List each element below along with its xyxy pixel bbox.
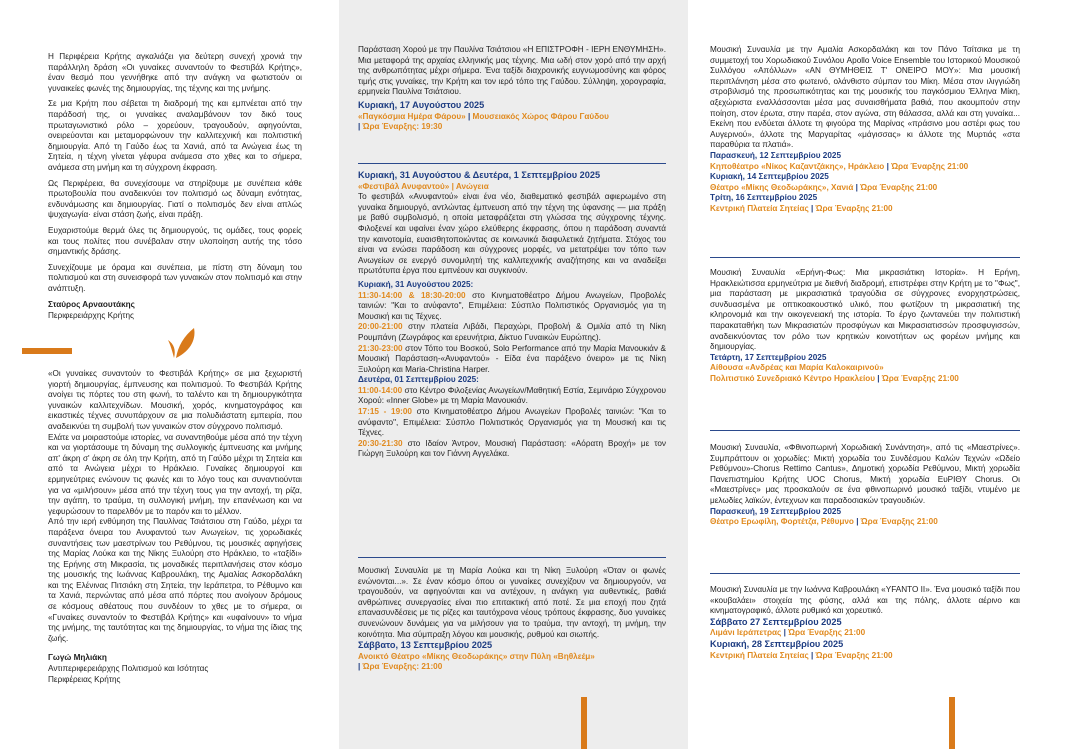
- event-louka-xylouri: [358, 566, 666, 673]
- divider: [358, 557, 666, 558]
- divider: [710, 573, 1020, 574]
- event-date: Παρασκευή, 19 Σεπτεμβρίου 2025: [710, 506, 842, 516]
- event-venue: Κεντρική Πλατεία Σητείας | Ώρα Έναρξης 21:00: [710, 203, 893, 213]
- schedule-item: 21:30-23:00 στον Τόπο του Βοσκού, Solo Performance από την Μαρία Μανουκιάν & Μουσική Παράσταση-«Ανυφαντού» - Είδα ένα παράξενο όνειρο» με τις Νίκη Ξυλούρη και Maria-Christina Harper.: [358, 343, 666, 374]
- signature-title: Αντιπεριφερειάρχης Πολιτισμού και Ισότητας: [48, 664, 209, 674]
- intro-paragraph: Ως Περιφέρεια, θα συνεχίσουμε να στηρίζουμε με συνέπεια κάθε πρωτοβουλία που αναδεικνύει τον πολιτισμό ως δύναμη ενότητας, ενδυνάμωσης και δημιουργίας. Γιατί ο πολιτισμός δεν είναι απλώς ψυχαγωγία· είναι στάση ζωής, είναι πράξη.: [48, 178, 302, 220]
- event-venue: «Παγκόσμια Ημέρα Φάρου» | Μουσειακός Χώρος Φάρου Γαύδου: [358, 111, 609, 121]
- event-date: Τρίτη, 16 Σεπτεμβρίου 2025: [710, 193, 818, 203]
- orange-accent-bar: [949, 697, 955, 749]
- event-description: Μουσική Συναυλία, «Φθινοπωρινή Χορωδιακή Συνάντηση», από τις «Μαεστρίνες». Συμπράττουν οι χορωδίες: Μικτή χορωδία του Συνδέσμου Καλών Τεχνών «Ωδείο Ρεθύμνου»-Chorus Rettimo Cantus», Δημοτική χορωδία Ρεθύμνου, Μικτή χορωδία Πανεπιστημίου Κρήτης UOC Chorus, Μικτή χορωδία ΕυΡΙΘΥ Chorus. Οι «Μαεστρίνες» μας προσκαλούν σε ένα φθινοπωρινό μουσικό ταξίδι, ντυμένο με μελωδίες λαϊκών, έντεχνων και παραδοσιακών τραγουδιών.: [710, 443, 1020, 505]
- event-venue: Θέατρο Ερωφίλη, Φορτέτζα, Ρέθυμνο | Ώρα Έναρξης 21:00: [710, 517, 938, 527]
- event-description: Παράσταση Χορού με την Παυλίνα Τσιάτσιου «Η ΕΠΙΣΤΡΟΦΗ - ΙΕΡΗ ΕΝΘΥΜΗΣΗ». Μια μεταφορά της αρχαίας ελληνικής μας τέχνης. Μια ωδή στον χορό από την αρχή της ανθρωπότητας μέχρι σήμερα. Ένα ταξίδι διαχρονικής ευγνωμοσύνης και φόρος τιμής στις γυναίκες, την Κρήτη και τον ιερό τόπο της Γαύδου. Σύλληψη, χορογραφία, ερμηνεία Παυλίνα Τσιάτσιου.: [358, 45, 666, 97]
- intro-message: [48, 52, 302, 322]
- signature-org: Περιφέρειας Κρήτης: [48, 674, 121, 684]
- event-date: Κυριακή, 14 Σεπτεμβρίου 2025: [710, 172, 829, 182]
- event-date: Παρασκευή, 12 Σεπτεμβρίου 2025: [710, 150, 842, 160]
- signature-name: Γωγώ Μηλιάκη: [48, 653, 107, 663]
- schedule-item: 17:15 - 19:00 στο Κινηματοθέατρο Δήμου Ανωγείων Προβολές ταινιών: "Και το ανύφαντο", Επιμέλεια: Σύσπλο Πολιτιστικός Οργανισμός για τη Μουσική και τις Τέχνες.: [358, 407, 666, 438]
- event-date: Κυριακή, 28 Σεπτεμβρίου 2025: [710, 638, 844, 649]
- body-paragraph: Από την ιερή ενθύμηση της Παυλίνας Τσιάτσιου στη Γαύδο, μέχρι τα παράξενα όνειρα του Ανυφαντού των Ανωγείων, τις χορωδιακές συναντήσεις των μαεστρίνων του Ρεθύμνου, τις μουσικές αφηγήσεις της Μαρίας Λούκα και της Νίκης Ξυλούρη στο Ηράκλειο, το «ταξίδι» της Ερήνης στη Μικρασία, τις μοναδικές περιπλανήσεις στον κόσμο της μουσικής της Ιωάννας Καβρουλάκη, της Αμαλίας Ασκορδαλάκη και της Ελένινας Πιτσιάκη στη Σητεία, την Ιεράπετρα, το Ρέθυμνο και τα Χανιά, περνώντας από μέσα από πόρτες που ανοίγουν δρόμους σε κόσμους αθέατους που συνδέουν το χθες με το σήμερα, οι «Γυναίκες συναντούν το Φεστιβάλ Κρήτης» και «υφαίνουν» το νήμα της μνήμης, της ταυτότητας και της δημιουργίας, το νήμα της ίδιας της ζωής.: [48, 517, 302, 643]
- event-askordalaki: [710, 45, 1020, 215]
- body-paragraph: «Οι γυναίκες συναντούν το Φεστιβάλ Κρήτης» σε μια ξεχωριστή γιορτή δημιουργίας, έμπνευσης και πολιτισμού. Το Φεστιβάλ Κρήτης ανοίγει τις πόρτες του στη φωνή, το ταλέντο και τη δημιουργικότητα γυναικών καλλιτεχνίδων. Μουσική, χορός, κινηματογράφος και εικαστικές τέχνες συνυπάρχουν σε μια πολυδιάστατη εμπειρία, που αναδεικνύει τη συμβολή των γυναικών στον σύγχρονο πολιτισμό.: [48, 369, 302, 431]
- event-maestrines: [710, 443, 1020, 528]
- orange-accent-bar: [581, 697, 587, 749]
- event-erini: [710, 268, 1020, 385]
- schedule-day: Δευτέρα, 01 Σεπτεμβρίου 2025:: [358, 375, 479, 385]
- orange-accent-bar: [22, 348, 72, 354]
- event-venue: Αίθουσα «Ανδρέας και Μαρία Καλοκαιρινού»: [710, 363, 884, 373]
- divider: [710, 430, 1020, 431]
- schedule-item: 11:00-14:00 στο Κέντρο Φιλοξενίας Ανωγείων/Μαθητική Εστία, Σεμινάριο Σύγχρονου Χορού: «Inner Globe» με τη Μαρία Μανουκιάν.: [358, 385, 666, 406]
- event-description: Το φεστιβάλ «Ανυφαντού» είναι ένα νέο, διαθεματικό φεστιβάλ αφιερωμένο στη γυναίκα δημιουργό, αντλώντας έμπνευση από την τέχνη της ύφανσης — μια πράξη με βαθύ συμβολισμό, η οποία μεταφράζεται στη γλώσσα της σύγχρονης τέχνης. Φιλοξενεί και υφαίνει έναν χώρο ελεύθερης έκφρασης, όπου η παράδοση συναντά την καινοτομία, ευαισθητοποιώντας σε κοινωνικά διαφυλετικά ζητήματα. Στόχος του είναι να ενώσει παράδοση και σύγχρονες μορφές, να μετατρέψει τον τόπο των Ανωγείων σε ενεργό συνομιλητή της καλλιτεχνικής αναζήτησης και να αναδείξει πρωτότυπα έργα που εμπνέουν και συγκινούν.: [358, 192, 666, 276]
- intro-paragraph: Συνεχίζουμε με όραμα και συνέπεια, με πίστη στη δύναμη του πολιτισμού και στη συνεισφορά των γυναικών στον πολιτισμό και στην ανάπτυξη.: [48, 262, 302, 293]
- event-description: Μουσική Συναυλία με τη Μαρία Λούκα και τη Νίκη Ξυλούρη «Όταν οι φωνές ενώνονται...». Σε έναν κόσμο όπου οι γυναίκες συνεχίζουν να δημιουργούν, να τραγουδούν, να αφηγούνται και να αντέχουν, η ανάγκη για αυθεντικές, βαθιά ανθρώπινες συνεργασίες είναι πιο επιτακτική από ποτέ. Σε μια εποχή που ζητά επανασυνδέσεις με τις ρίζες και ταυτόχρονα νέους τρόπους έκφρασης, δυο γυναίκες συνενώνουν δυνάμεις για να μιλήσουν για το τραύμα, την αντοχή, τη μνήμη, την κοινότητα. Μια σύμπραξη λόγου και μουσικής, ρυθμού και σιωπής.: [358, 566, 666, 639]
- event-venue: Κηποθέατρο «Νίκος Καζαντζάκης», Ηράκλειο | Ώρα Έναρξης 21:00: [710, 161, 969, 171]
- divider: [358, 163, 666, 164]
- schedule-item: 20:00-21:00 στην πλατεία Λιβάδι, Περαχώρι, Προβολή & Ομιλία από τη Νίκη Ρουμπάνη (Ζωγράφος και ερευνήτρια, Δίκτυο Γυναικών Ευρώπης).: [358, 322, 666, 342]
- festival-message: [48, 369, 302, 685]
- schedule-item: 11:30-14:00 & 18:30-20:00 στο Κινηματοθέατρο Δήμου Ανωγείων, Προβολές ταινιών: "Και το ανύφαντο", Επιμέλεια: Σύσπλο Πολιτιστικός Οργανισμός για τη Μουσική και τις Τέχνες.: [358, 290, 666, 321]
- event-description: Μουσική Συναυλία με την Ιωάννα Καβρουλάκη «YFANTO II». Ένα μουσικό ταξίδι που «κουβαλάει» στοιχεία της φύσης, αλλά και της πόλης, άλλοτε αέρινο και κινηματογραφικό, άλλοτε ρυθμικό και χορευτικό.: [710, 585, 1020, 616]
- event-date: Κυριακή, 17 Αυγούστου 2025: [358, 99, 485, 110]
- event-venue: Κεντρική Πλατεία Σητείας | Ώρα Έναρξης 21:00: [710, 650, 893, 660]
- intro-paragraph: Η Περιφέρεια Κρήτης αγκαλιάζει για δεύτερη συνεχή χρονιά την παράλληλη δράση «Οι γυναίκες συναντούν το Φεστιβάλ Κρήτης», έναν θεσμό που γεννήθηκε από την ανάγκη να φωτιστούν οι γυναικείες φωνές της δημιουργίας, της τέχνης και της μνήμης.: [48, 52, 302, 93]
- event-description: Μουσική Συναυλία «Ερήνη-Φως: Μια μικρασιάτικη Ιστορία». Η Ερήνη, Ηρακλειώτισσα ερμηνεύτρια με διεθνή διαδρομή, επιστρέφει στην Κρήτη με το "Φως", μια παράσταση με μικρασιατικά τραγούδια σε σύγχρονες ενορχηστρώσεις, συνδυασμένα με οπτικοακουστικό υλικό, που φωτίζουν τη μικρασιατική της κληρονομιά και την οικογενειακή της ιστορία. Το έργο ζωντανεύει την πολιτιστική παρακαταθήκη των Μικρασιατών προσφύγων και Μικρασιατισσών προσφυγισσών, αναδεικνύοντας τον ρόλο των κρητικών κοινοτήτων ως φορέων μνήμης και δημιουργίας.: [710, 268, 1020, 352]
- event-date: Κυριακή, 31 Αυγούστου & Δευτέρα, 1 Σεπτεμβρίου 2025: [358, 170, 601, 180]
- schedule-day: Κυριακή, 31 Αυγούστου 2025:: [358, 279, 474, 289]
- schedule-item: 20:30-21:30 στο Ιδαίον Άντρον, Μουσική Παράσταση: «Αόρατη Βροχή» με τον Γιώργη Ξυλούρη και τον Γιάννη Αγγελάκα.: [358, 438, 666, 459]
- event-venue: «Φεστιβάλ Ανυφαντού» | Ανώγεια: [358, 181, 489, 191]
- event-venue: Ανοικτό Θέατρο «Μίκης Θεοδωράκης» στην Πύλη «Βηθλεέμ»: [358, 651, 595, 661]
- event-gavdos: [358, 45, 666, 133]
- event-kavroulaki: [710, 585, 1020, 661]
- event-description: Μουσική Συναυλία με την Αμαλία Ασκορδαλάκη και τον Πάνο Τσίτσικα με τη συμμετοχή του Χορωδιακού Συνόλου Apollo Voice Ensemble του Ιστορικού Μουσικού Συλλόγου «Απόλλων» «ΑΝ ΘΥΜΗΘΕΙΣ Τ' ΟΝΕΙΡΟ ΜΟΥ»: Μια μουσική περιπλάνηση μέσα στο φωτεινό, ολάνθιστο σύμπαν του Μίκη. Μέσα στον ιλιγγιώδη στροβιλισμό της προσωπικότητας και της μουσικής του παγκόσμιου Έλληνα Μίκη, αξεχώριστα εναλλάσσονται μέσα μας συναισθήματα βαθιά, που ακουμπούν στην ποίηση, στον έρωτα, στην παρέα, στον αγώνα, στη θάλασσα, αλλά και στη γυναίκα... Εκείνη που ενδύεται άλλοτε τη φιγούρα της Μαρίνας «πράσινο μου αστέρι φως του Αυγερινού», άλλοτε της Μαργαρίτας «μάγισσας» κι άλλοτε της Μυρτιάς «στα παραθύρια τα πλατιά».: [710, 45, 1020, 150]
- signature-title: Περιφερειάρχης Κρήτης: [48, 311, 134, 321]
- event-anyfantou: [358, 170, 666, 460]
- intro-paragraph: Σε μια Κρήτη που σέβεται τη διαδρομή της και εμπνέεται από την παράδοσή της, οι γυναίκες αναλαμβάνουν τον δικό τους πρωταγωνιστικό ρόλο – χορεύουν, τραγουδούν, αφηγούνται, ονειρεύονται και μεταμορφώνουν την καλλιτεχνική και πολιτιστική δημιουργία. Από τη Γαύδο έως τα Χανιά, από τα Ανώγεια έως τη Σητεία, η τέχνη γίνεται γέφυρα ανάμεσα στο χθες και το σήμερα, ανάμεσα στη μνήμη και τη σύγχρονη έκφραση.: [48, 99, 302, 172]
- event-venue: Πολιτιστικό Συνεδριακό Κέντρο Ηρακλείου | Ώρα Έναρξης 21:00: [710, 373, 959, 383]
- event-date: Σάββατο 27 Σεπτεμβρίου 2025: [710, 616, 842, 627]
- event-time: | Ώρα Έναρξης: 21:00: [358, 662, 443, 672]
- leaf-ornament-icon: [168, 326, 204, 360]
- event-time: | Ώρα Έναρξης: 19:30: [358, 122, 443, 132]
- signature-name: Σταύρος Αρναουτάκης: [48, 300, 135, 310]
- event-venue: Λιμάνι Ιεράπετρας | Ώρα Έναρξης 21:00: [710, 628, 866, 638]
- event-venue: Θέατρο «Μίκης Θεοδωράκης», Χανιά | Ώρα Έναρξης 21:00: [710, 182, 938, 192]
- divider: [710, 257, 1020, 258]
- event-date: Τετάρτη, 17 Σεπτεμβρίου 2025: [710, 352, 827, 362]
- event-date: Σάββατο, 13 Σεπτεμβρίου 2025: [358, 640, 493, 651]
- intro-paragraph: Ευχαριστούμε θερμά όλες τις δημιουργούς, τις ομάδες, τους φορείς και τους πολίτες που συνέβαλαν στην υλοποίηση αυτής της τόσο σημαντικής δράσης.: [48, 225, 302, 257]
- body-paragraph: Ελάτε να μοιραστούμε ιστορίες, να συναντηθούμε μέσα από την τέχνη και να γιορτάσουμε τη δύναμη της συλλογικής έμπνευσης και μνήμης απ' άκρη σ' άκρη σε όλη την Κρήτη, από τη Γαύδο μέχρι τη Σητεία και από τα Ανώγεια μέχρι το Ηράκλειο. Γυναίκες δημιουργοί και ερμηνεύτριες ενώνουν τις φωνές και το λόγο τους και συναντιούνται για να «μιλήσουν» μέσα από την τέχνη τους για την αντοχή, τη ρίζα, την αγάπη, το τραύμα, τη συλλογική μνήμη, την επανένωση και να γεφυρώσουν το παρελθόν με το παρόν και το μέλλον.: [48, 432, 302, 516]
